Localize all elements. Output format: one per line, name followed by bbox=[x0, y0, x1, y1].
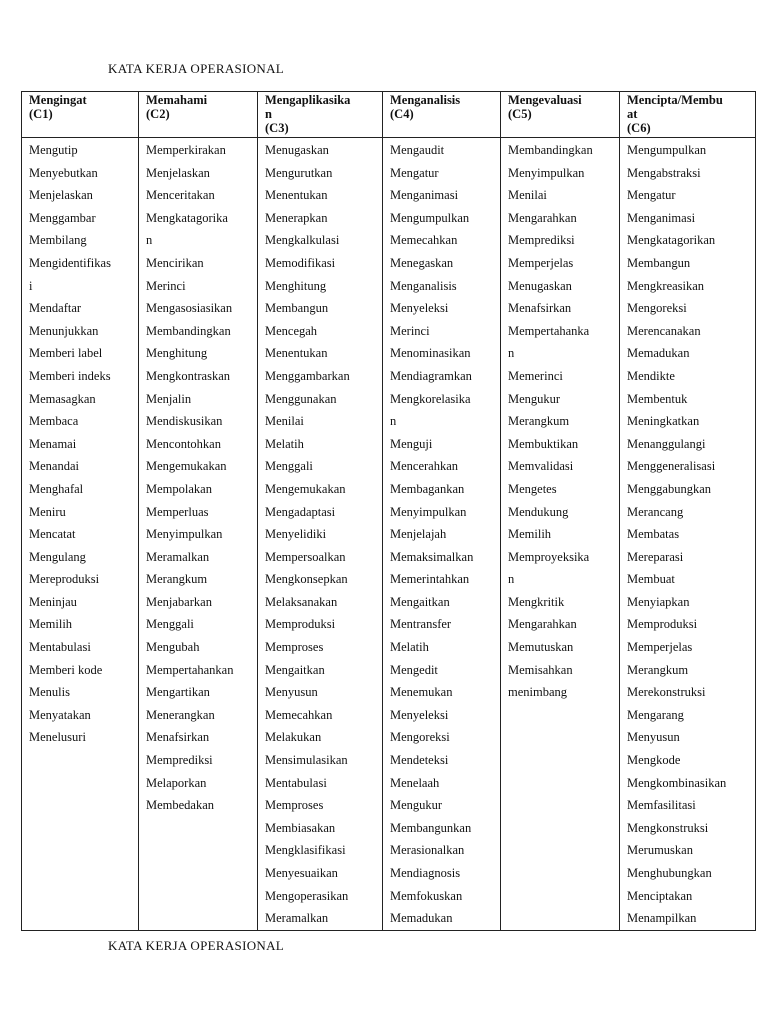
list-item: Mengkreasikan bbox=[627, 278, 705, 293]
list-item: Mengarahkan bbox=[508, 210, 577, 225]
list-item: Mengaitkan bbox=[390, 594, 450, 609]
list-item: Melaporkan bbox=[146, 775, 207, 790]
list-item: Memproduksi bbox=[627, 617, 698, 632]
list-item: Meninjau bbox=[29, 594, 77, 609]
list-item: Mendiskusikan bbox=[146, 414, 223, 429]
list-item: Menelusuri bbox=[29, 730, 86, 745]
list-item: Memilih bbox=[29, 617, 73, 632]
list-item: Membatas bbox=[627, 527, 680, 542]
list-item: Menugaskan bbox=[265, 143, 329, 157]
list-item: Mengukur bbox=[390, 798, 443, 813]
list-item: Memerintahkan bbox=[390, 572, 470, 587]
list-item: Mengartikan bbox=[146, 685, 210, 700]
list-item: Melaksanakan bbox=[265, 594, 338, 609]
list-item: Merangkum bbox=[627, 662, 689, 677]
verb-table bbox=[21, 91, 756, 931]
list-item: Mengumpulkan bbox=[390, 210, 470, 225]
list-item: Menghitung bbox=[146, 346, 208, 361]
list-item: Mendeteksi bbox=[390, 753, 449, 768]
list-item: Membaca bbox=[29, 414, 79, 429]
list-item: Merasionalkan bbox=[390, 843, 465, 858]
list-item: Menyelidiki bbox=[265, 527, 327, 542]
list-item: Mencegah bbox=[265, 323, 318, 338]
list-item: Membedakan bbox=[146, 798, 215, 813]
list-item: Mengkalkulasi bbox=[265, 233, 340, 248]
list-item: Mentabulasi bbox=[265, 775, 327, 790]
list-item: Meramalkan bbox=[146, 549, 210, 564]
list-item: Menelaah bbox=[390, 775, 440, 790]
list-item: Menghitung bbox=[265, 278, 327, 293]
list-item: Menilai bbox=[265, 414, 304, 429]
list-item: Menganalisis bbox=[390, 278, 457, 293]
list-item: Mengkatagorikan bbox=[627, 233, 716, 248]
list-item: Mengkritik bbox=[508, 594, 565, 609]
list-item: Mereparasi bbox=[627, 549, 684, 564]
list-item: Menegaskan bbox=[390, 255, 454, 270]
list-item: Menyiapkan bbox=[627, 594, 690, 609]
list-item: Menggambar bbox=[29, 210, 96, 225]
list-item: Memprediksi bbox=[508, 233, 575, 248]
list-item: Merinci bbox=[390, 323, 430, 338]
list-item: Memproduksi bbox=[265, 617, 336, 632]
list-item: Memutuskan bbox=[508, 640, 574, 655]
list-item: Menentukan bbox=[265, 346, 328, 361]
list-item: Menjelaskan bbox=[29, 188, 93, 203]
list-item: Mengedit bbox=[390, 662, 438, 677]
list-item: Menyeleksi bbox=[390, 301, 449, 316]
list-item: Menyimpulkan bbox=[508, 165, 585, 180]
list-item: Menjelaskan bbox=[146, 165, 210, 180]
document-title-repeat: KATA KERJA OPERASIONAL bbox=[108, 938, 285, 953]
list-item: Menominasikan bbox=[390, 346, 471, 361]
list-item: Mendiagnosis bbox=[390, 866, 461, 880]
list-item: Menyimpulkan bbox=[390, 504, 467, 519]
list-item: Mengidentifikas bbox=[29, 255, 111, 270]
list-item: Memisahkan bbox=[508, 662, 573, 677]
list-item: Menjelajah bbox=[390, 527, 447, 542]
list-item: Menggali bbox=[265, 459, 313, 474]
list-item: Menyesuaikan bbox=[265, 866, 338, 880]
table-body-row bbox=[22, 138, 756, 931]
list-item: Mengkontraskan bbox=[146, 368, 231, 383]
list-item: Menilai bbox=[508, 188, 547, 203]
column-c2-list bbox=[139, 138, 258, 931]
list-item: Mencontohkan bbox=[146, 436, 221, 451]
list-item: Menyebutkan bbox=[29, 165, 98, 180]
list-item: Memecahkan bbox=[265, 707, 333, 722]
list-item: Merangkum bbox=[508, 414, 570, 429]
list-item: Mengurutkan bbox=[265, 165, 333, 180]
list-item: Merancang bbox=[627, 504, 684, 519]
list-item: Menafsirkan bbox=[146, 730, 210, 745]
list-item: Meramalkan bbox=[265, 911, 329, 926]
list-item: Menceritakan bbox=[146, 188, 215, 203]
header-c5: Mengevaluasi (C5) bbox=[501, 92, 620, 138]
list-item: Menugaskan bbox=[508, 278, 572, 293]
list-item: Memaksimalkan bbox=[390, 549, 474, 564]
list-item: Membuktikan bbox=[508, 436, 579, 451]
list-item: Menyusun bbox=[265, 685, 318, 700]
list-item: i bbox=[29, 278, 33, 293]
list-item: Mengkombinasikan bbox=[627, 775, 727, 790]
list-item: n bbox=[508, 346, 515, 361]
list-item: Membagankan bbox=[390, 481, 465, 496]
list-item: Mengadaptasi bbox=[265, 504, 336, 519]
list-item: Mengklasifikasi bbox=[265, 843, 346, 858]
list-item: Memperjelas bbox=[508, 255, 574, 270]
list-item: Mensimulasikan bbox=[265, 753, 348, 768]
list-item: Membentuk bbox=[627, 391, 688, 406]
list-item: Menggunakan bbox=[265, 391, 337, 406]
list-item: Menanggulangi bbox=[627, 436, 706, 451]
list-item: Meniru bbox=[29, 504, 66, 519]
list-item: Membilang bbox=[29, 233, 87, 248]
list-item: Membandingkan bbox=[146, 323, 231, 338]
list-item: Merangkum bbox=[146, 572, 208, 587]
document-title: KATA KERJA OPERASIONAL bbox=[108, 61, 285, 76]
list-item: Mengarahkan bbox=[508, 617, 577, 632]
list-item: menimbang bbox=[508, 685, 568, 700]
list-item: Menyatakan bbox=[29, 707, 91, 722]
list-item: Mendukung bbox=[508, 504, 569, 519]
list-item: Memodifikasi bbox=[265, 255, 336, 270]
list-item: Menyeleksi bbox=[390, 707, 449, 722]
list-item: Memvalidasi bbox=[508, 459, 574, 474]
column-c6-list bbox=[620, 138, 756, 931]
list-item: Menggabungkan bbox=[627, 481, 712, 496]
list-item: n bbox=[508, 572, 515, 587]
list-item: Mendikte bbox=[627, 368, 675, 383]
list-item: Memasagkan bbox=[29, 391, 96, 406]
header-c3: Mengaplikasika n (C3) bbox=[258, 92, 383, 138]
list-item: Mencirikan bbox=[146, 255, 204, 270]
column-c1-list bbox=[22, 138, 139, 931]
column-c3-list bbox=[258, 138, 383, 931]
list-item: Merekonstruksi bbox=[627, 685, 706, 700]
list-item: Membangun bbox=[265, 301, 329, 316]
list-item: Merencanakan bbox=[627, 323, 701, 338]
list-item: Menggeneralisasi bbox=[627, 459, 716, 474]
list-item: Memperjelas bbox=[627, 640, 693, 655]
list-item: Mereproduksi bbox=[29, 572, 100, 587]
list-item: Melakukan bbox=[265, 730, 322, 745]
list-item: Mentransfer bbox=[390, 617, 452, 632]
list-item: Memadukan bbox=[390, 911, 453, 926]
list-item: Mengkonstruksi bbox=[627, 820, 709, 835]
list-item: Menulis bbox=[29, 685, 70, 700]
list-item: Mengkorelasika bbox=[390, 391, 471, 406]
list-item: Mengulang bbox=[29, 549, 86, 564]
list-item: Mengetes bbox=[508, 481, 557, 496]
list-item: Menandai bbox=[29, 459, 79, 474]
list-item: Membiasakan bbox=[265, 820, 336, 835]
list-item: Memperluas bbox=[146, 504, 209, 519]
list-item: Memberi kode bbox=[29, 662, 103, 677]
column-c4-list bbox=[383, 138, 501, 931]
list-item: Memprediksi bbox=[146, 753, 213, 768]
list-item: Memproyeksika bbox=[508, 549, 590, 564]
list-item: Mengoreksi bbox=[390, 730, 450, 745]
list-item: Menentukan bbox=[265, 188, 328, 203]
list-item: Menafsirkan bbox=[508, 301, 572, 316]
list-item: Merumuskan bbox=[627, 843, 693, 858]
list-item: Menunjukkan bbox=[29, 323, 99, 338]
list-item: Menggambarkan bbox=[265, 368, 350, 383]
list-item: Menemukan bbox=[390, 685, 453, 700]
list-item: Memberi label bbox=[29, 346, 103, 361]
list-item: Membuat bbox=[627, 572, 675, 587]
list-item: Menjalin bbox=[146, 391, 192, 406]
list-item: Menghafal bbox=[29, 481, 84, 496]
column-c5-list bbox=[501, 138, 620, 931]
list-item: Mengkonsepkan bbox=[265, 572, 348, 587]
list-item: Menggali bbox=[146, 617, 194, 632]
list-item: Memadukan bbox=[627, 346, 690, 361]
list-item: Mengemukakan bbox=[265, 481, 346, 496]
list-item: Mengoreksi bbox=[627, 301, 687, 316]
list-item: Memecahkan bbox=[390, 233, 458, 248]
list-item: Menganimasi bbox=[390, 188, 459, 203]
list-item: Menyimpulkan bbox=[146, 527, 223, 542]
list-item: Mendaftar bbox=[29, 301, 82, 316]
list-item: Menamai bbox=[29, 436, 77, 451]
list-item: Mengutip bbox=[29, 143, 78, 157]
list-item: Memproses bbox=[265, 640, 324, 655]
list-item: Membangun bbox=[627, 255, 691, 270]
list-item: Mengubah bbox=[146, 640, 200, 655]
list-item: Menampilkan bbox=[627, 911, 697, 926]
list-item: Mengemukakan bbox=[146, 459, 227, 474]
list-item: Membangunkan bbox=[390, 820, 472, 835]
list-item: Menerangkan bbox=[146, 707, 215, 722]
header-c6: Mencipta/Membu at (C6) bbox=[620, 92, 756, 138]
list-item: Mengasosiasikan bbox=[146, 301, 233, 316]
list-item: Mengkode bbox=[627, 753, 681, 768]
list-item: Mempersoalkan bbox=[265, 549, 346, 564]
list-item: Meningkatkan bbox=[627, 414, 700, 429]
list-item: n bbox=[390, 414, 397, 429]
list-item: Menyusun bbox=[627, 730, 680, 745]
list-item: Mentabulasi bbox=[29, 640, 91, 655]
list-item: Memfasilitasi bbox=[627, 798, 696, 813]
list-item: Mengatur bbox=[390, 165, 439, 180]
list-item: Mendiagramkan bbox=[390, 368, 472, 383]
list-item: Mengaitkan bbox=[265, 662, 325, 677]
list-item: Mencatat bbox=[29, 527, 76, 542]
list-item: Memperkirakan bbox=[146, 143, 226, 157]
list-item: Melatih bbox=[390, 640, 429, 655]
list-item: n bbox=[146, 233, 153, 248]
list-item: Memerinci bbox=[508, 368, 563, 383]
list-item: Mengumpulkan bbox=[627, 143, 707, 157]
list-item: Mengarang bbox=[627, 707, 684, 722]
list-item: Mengukur bbox=[508, 391, 561, 406]
table-header-row bbox=[22, 92, 756, 138]
list-item: Mengoperasikan bbox=[265, 888, 349, 903]
header-c2: Memahami (C2) bbox=[139, 92, 258, 138]
list-item: Merinci bbox=[146, 278, 186, 293]
list-item: Menguji bbox=[390, 436, 433, 451]
list-item: Mencerahkan bbox=[390, 459, 459, 474]
list-item: Menciptakan bbox=[627, 888, 693, 903]
list-item: Menghubungkan bbox=[627, 866, 712, 880]
list-item: Mempertahankan bbox=[146, 662, 234, 677]
list-item: Memilih bbox=[508, 527, 552, 542]
list-item: Mempolakan bbox=[146, 481, 212, 496]
list-item: Memproses bbox=[265, 798, 324, 813]
list-item: Memberi indeks bbox=[29, 368, 111, 383]
list-item: Menganimasi bbox=[627, 210, 696, 225]
list-item: Memfokuskan bbox=[390, 888, 463, 903]
list-item: Menerapkan bbox=[265, 210, 328, 225]
list-item: Mengatur bbox=[627, 188, 676, 203]
list-item: Melatih bbox=[265, 436, 304, 451]
header-c4: Menganalisis (C4) bbox=[383, 92, 501, 138]
list-item: Mengabstraksi bbox=[627, 165, 701, 180]
list-item: Membandingkan bbox=[508, 143, 593, 157]
list-item: Mengkatagorika bbox=[146, 210, 228, 225]
list-item: Menjabarkan bbox=[146, 594, 212, 609]
list-item: Mengaudit bbox=[390, 143, 445, 157]
header-c1: Mengingat (C1) bbox=[22, 92, 139, 138]
list-item: Mempertahanka bbox=[508, 323, 590, 338]
